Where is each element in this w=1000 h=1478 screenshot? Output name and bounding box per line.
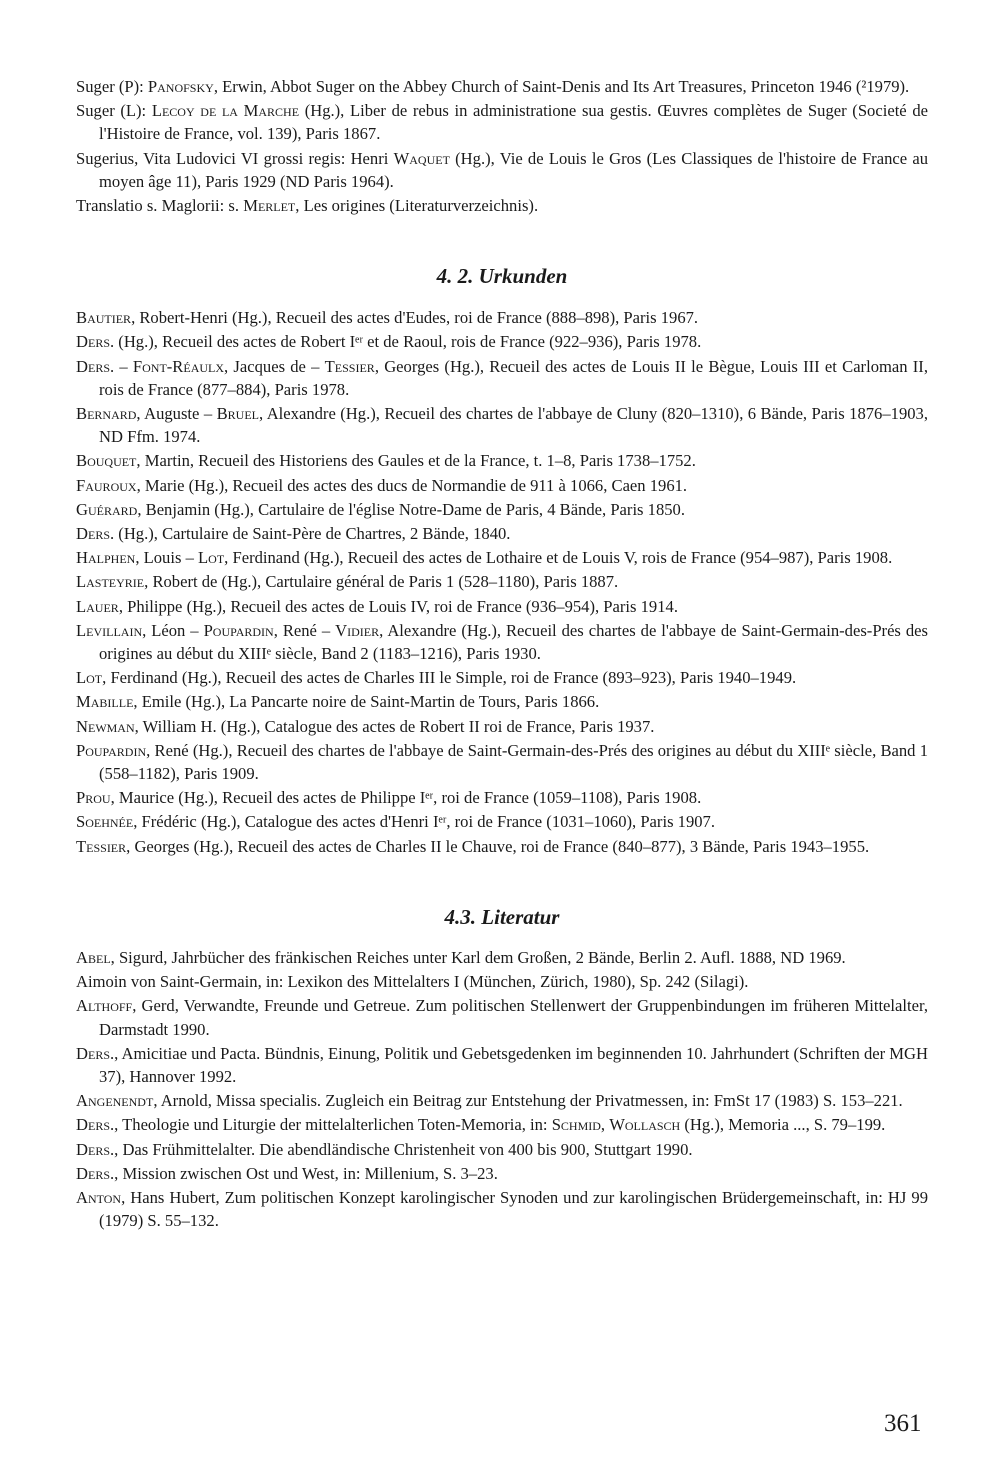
entry-author: Lot xyxy=(198,548,225,568)
entry-author: Guérard xyxy=(76,499,138,519)
entry-text: , Sigurd, Jahrbücher des fränkischen Reiches unter Karl dem Großen, 2 Bände, Berlin 2. Aufl. 1888, ND 1969. xyxy=(110,947,846,967)
entry-text: (Hg.), Cartulaire de Saint-Père de Chartres, 2 Bände, 1840. xyxy=(114,524,511,544)
bibliography-list-urkunden xyxy=(76,306,928,858)
bibliography-entry xyxy=(76,810,928,833)
entry-author: Ders. xyxy=(76,524,115,544)
entry-text: , Les origines (Literaturverzeichnis). xyxy=(295,196,539,216)
entry-text: , Georges (Hg.), Recueil des actes de Louis II le Bègue, Louis III et Carloman II, rois de France (877–884), Paris 1978. xyxy=(99,356,928,399)
bibliography-entry xyxy=(76,786,928,809)
entry-text: Aimoin von Saint-Germain, in: Lexikon des Mittelalters I (München, Zürich, 1980), Sp. 242 (Silagi). xyxy=(76,972,749,992)
entry-text: , Auguste – xyxy=(136,404,217,424)
entry-text: , Ferdinand (Hg.), Recueil des actes de Charles III le Simple, roi de France (893–923), Paris 1940–1949. xyxy=(102,668,797,688)
entry-text: (Hg.), Memoria ..., S. 79–199. xyxy=(680,1115,886,1135)
entry-text: , Gerd, Verwandte, Freunde und Getreue. Zum politischen Stellenwert der Gruppenbindungen im früheren Mittelalter, Darmstadt 1990. xyxy=(99,996,928,1039)
bibliography-entry xyxy=(76,75,928,98)
bibliography-entry xyxy=(76,994,928,1040)
entry-author: Ders. – Font-Réaulx xyxy=(76,356,225,376)
bibliography-entry xyxy=(76,1138,928,1161)
bibliography-entry xyxy=(76,690,928,713)
entry-author: Abel xyxy=(76,947,111,967)
entry-text: , Georges (Hg.), Recueil des actes de Charles II le Chauve, roi de France (840–877), 3 Bände, Paris 1943–1955. xyxy=(126,836,870,856)
entry-author: Soehnée xyxy=(76,812,134,832)
entry-text: , Martin, Recueil des Historiens des Gaules et de la France, t. 1–8, Paris 1738–1752. xyxy=(136,451,696,471)
entry-author: Anton xyxy=(76,1187,122,1207)
entry-author: Merlet xyxy=(243,196,296,216)
entry-text: , Erwin, Abbot Suger on the Abbey Church of Saint-Denis and Its Art Treasures, Princeton 1946 (²1979). xyxy=(213,77,910,96)
entry-text: (Hg.), Recueil des actes de Robert Iᵉʳ et de Raoul, rois de France (922–936), Paris 1978. xyxy=(114,332,702,352)
bibliography-entry xyxy=(76,498,928,521)
entry-author: Ders. xyxy=(76,1043,115,1063)
bibliography-entry xyxy=(76,835,928,858)
entry-text: , René – xyxy=(273,620,336,640)
entry-author: Lasteyrie xyxy=(76,572,145,592)
entry-author: Panofsky xyxy=(147,77,214,96)
entry-author: Poupardin xyxy=(203,620,274,640)
bibliography-entry xyxy=(76,355,928,401)
bibliography-entry xyxy=(76,1089,928,1112)
entry-author: Ders. xyxy=(76,332,115,352)
entry-text: , Philippe (Hg.), Recueil des actes de Louis IV, roi de France (936–954), Paris 1914. xyxy=(118,596,678,616)
entry-author: Bouquet xyxy=(76,451,137,471)
page-number: 361 xyxy=(884,1410,922,1437)
bibliography-entry xyxy=(76,1113,928,1136)
entry-author: Waquet xyxy=(393,148,450,168)
bibliography-entry xyxy=(76,739,928,785)
bibliography-entry xyxy=(76,715,928,738)
entry-author: Newman xyxy=(76,716,135,736)
entry-text: , Marie (Hg.), Recueil des actes des ducs de Normandie de 911 à 1066, Caen 1961. xyxy=(136,475,688,495)
bibliography-entry xyxy=(76,99,928,145)
entry-author: Bruel xyxy=(216,404,260,424)
entry-text: Suger (L): xyxy=(76,101,152,121)
entry-author: Prou xyxy=(76,788,111,808)
entry-author: Ders. xyxy=(76,1115,115,1135)
bibliography-entry xyxy=(76,1186,928,1232)
entry-text: , Robert de (Hg.), Cartulaire général de Paris 1 (528–1180), Paris 1887. xyxy=(144,572,619,592)
bibliography-entry xyxy=(76,474,928,497)
entry-text: , Maurice (Hg.), Recueil des actes de Philippe Iᵉʳ, roi de France (1059–1108), Paris 1908. xyxy=(110,788,702,808)
section-title-literatur: 4.3. Literatur xyxy=(444,904,560,929)
entry-text: , xyxy=(600,1115,610,1135)
entry-text: , Emile (Hg.), La Pancarte noire de Saint-Martin de Tours, Paris 1866. xyxy=(133,692,600,712)
entry-author: Bautier xyxy=(76,308,132,328)
entry-author: Ders. xyxy=(76,1163,115,1183)
bibliography-list-literatur xyxy=(76,946,928,1232)
bibliography-entry xyxy=(76,570,928,593)
section-title-urkunden: 4. 2. Urkunden xyxy=(436,264,568,289)
entry-author: Lot xyxy=(76,668,103,688)
entry-text: , Louis – xyxy=(135,548,199,568)
entry-author: Angenendt xyxy=(76,1091,154,1111)
entry-text: , Ferdinand (Hg.), Recueil des actes de Lothaire et de Louis V, rois de France (954–987), Paris 1908. xyxy=(224,548,893,568)
entry-author: Lauer xyxy=(76,596,119,616)
entry-text: , Arnold, Missa specialis. Zugleich ein Beitrag zur Entstehung der Privatmessen, in: FmSt 17 (1983) S. 153–221. xyxy=(153,1091,903,1111)
entry-author: Schmid xyxy=(551,1115,601,1135)
entry-text: , Theologie und Liturgie der mittelalterlichen Toten-Memoria, in: xyxy=(114,1115,552,1135)
entry-text: , William H. (Hg.), Catalogue des actes de Robert II roi de France, Paris 1937. xyxy=(134,716,655,736)
entry-text: , Mission zwischen Ost und West, in: Millenium, S. 3–23. xyxy=(114,1163,498,1183)
entry-text: , Robert-Henri (Hg.), Recueil des actes d'Eudes, roi de France (888–898), Paris 1967. xyxy=(131,308,699,328)
entry-text: , Léon – xyxy=(142,620,204,640)
entry-text: , René (Hg.), Recueil des chartes de l'abbaye de Saint-Germain-des-Prés des origines au début du XIIIᵉ siècle, Band 1 (558–1182), Paris 1909. xyxy=(99,740,928,784)
bibliography-entry xyxy=(76,449,928,472)
bibliography-entry xyxy=(76,306,928,329)
bibliography-entry xyxy=(76,147,928,193)
entry-author: Bernard xyxy=(76,404,137,424)
bibliography-entry xyxy=(76,546,928,569)
bibliography-entry xyxy=(76,666,928,689)
entry-text: Suger (P): xyxy=(76,77,148,96)
entry-author: Lecoy de la Marche xyxy=(151,101,300,121)
entry-author: Tessier xyxy=(76,836,127,856)
entry-author: Fauroux xyxy=(76,475,137,495)
bibliography-entry xyxy=(76,970,928,993)
entry-author: Ders. xyxy=(76,1139,115,1159)
bibliography-list-sources xyxy=(76,75,928,217)
entry-text: , Hans Hubert, Zum politischen Konzept karolingischer Synoden und zur karolingischen Brüdergemeinschaft, in: HJ 99 (1979) S. 55–132. xyxy=(99,1187,928,1231)
bibliography-entry xyxy=(76,330,928,353)
entry-author: Tessier xyxy=(324,356,375,376)
bibliography-entry xyxy=(76,1162,928,1185)
entry-text: (Hg.), Vie de Louis le Gros (Les Classiques de l'histoire de France au moyen âge 11), Paris 1929 (ND Paris 1964). xyxy=(99,148,928,191)
entry-author: Halphen xyxy=(76,548,136,568)
entry-author: Levillain xyxy=(76,620,143,640)
entry-author: Vidier xyxy=(335,620,380,640)
entry-text: (Hg.), Liber de rebus in administratione sua gestis. Œuvres complètes de Suger (Societé de l'Histoire de France, vol. 139), Paris 1867. xyxy=(99,101,928,144)
bibliography-entry xyxy=(76,619,928,665)
entry-author: Mabille xyxy=(76,692,134,712)
bibliography-entry xyxy=(76,1042,928,1088)
entry-author: Wollasch xyxy=(609,1115,681,1135)
entry-text: , Alexandre (Hg.), Recueil des chartes de l'abbaye de Saint-Germain-des-Prés des origines au début du XIIIᵉ siècle, Band 2 (1183–1216), Paris 1930. xyxy=(99,620,928,664)
entry-text: , Jacques de – xyxy=(224,356,325,376)
entry-text: Translatio s. Maglorii: s. xyxy=(76,196,244,216)
entry-text: , Amicitiae und Pacta. Bündnis, Einung, Politik und Gebetsgedenken im beginnenden 10. Jahrhundert (Schriften der MGH 37), Hannover 1992. xyxy=(99,1043,929,1086)
entry-text: , Benjamin (Hg.), Cartulaire de l'église Notre-Dame de Paris, 4 Bände, Paris 1850. xyxy=(137,499,686,519)
entry-author: Althoff xyxy=(76,996,133,1016)
entry-author: Poupardin xyxy=(76,740,147,760)
bibliography-entry xyxy=(76,946,928,969)
entry-text: , Alexandre (Hg.), Recueil des chartes de l'abbaye de Cluny (820–1310), 6 Bände, Paris 1876–1903, ND Ffm. 1974. xyxy=(99,404,928,447)
page-content xyxy=(76,75,928,1233)
bibliography-entry xyxy=(76,194,928,217)
bibliography-entry xyxy=(76,595,928,618)
entry-text: , Frédéric (Hg.), Catalogue des actes d'Henri Iᵉʳ, roi de France (1031–1060), Paris 1907. xyxy=(133,812,716,832)
entry-text: Sugerius, Vita Ludovici VI grossi regis: Henri xyxy=(76,148,394,168)
bibliography-entry xyxy=(76,402,928,448)
bibliography-entry xyxy=(76,522,928,545)
entry-text: , Das Frühmittelalter. Die abendländische Christenheit von 400 bis 900, Stuttgart 1990. xyxy=(114,1139,693,1159)
